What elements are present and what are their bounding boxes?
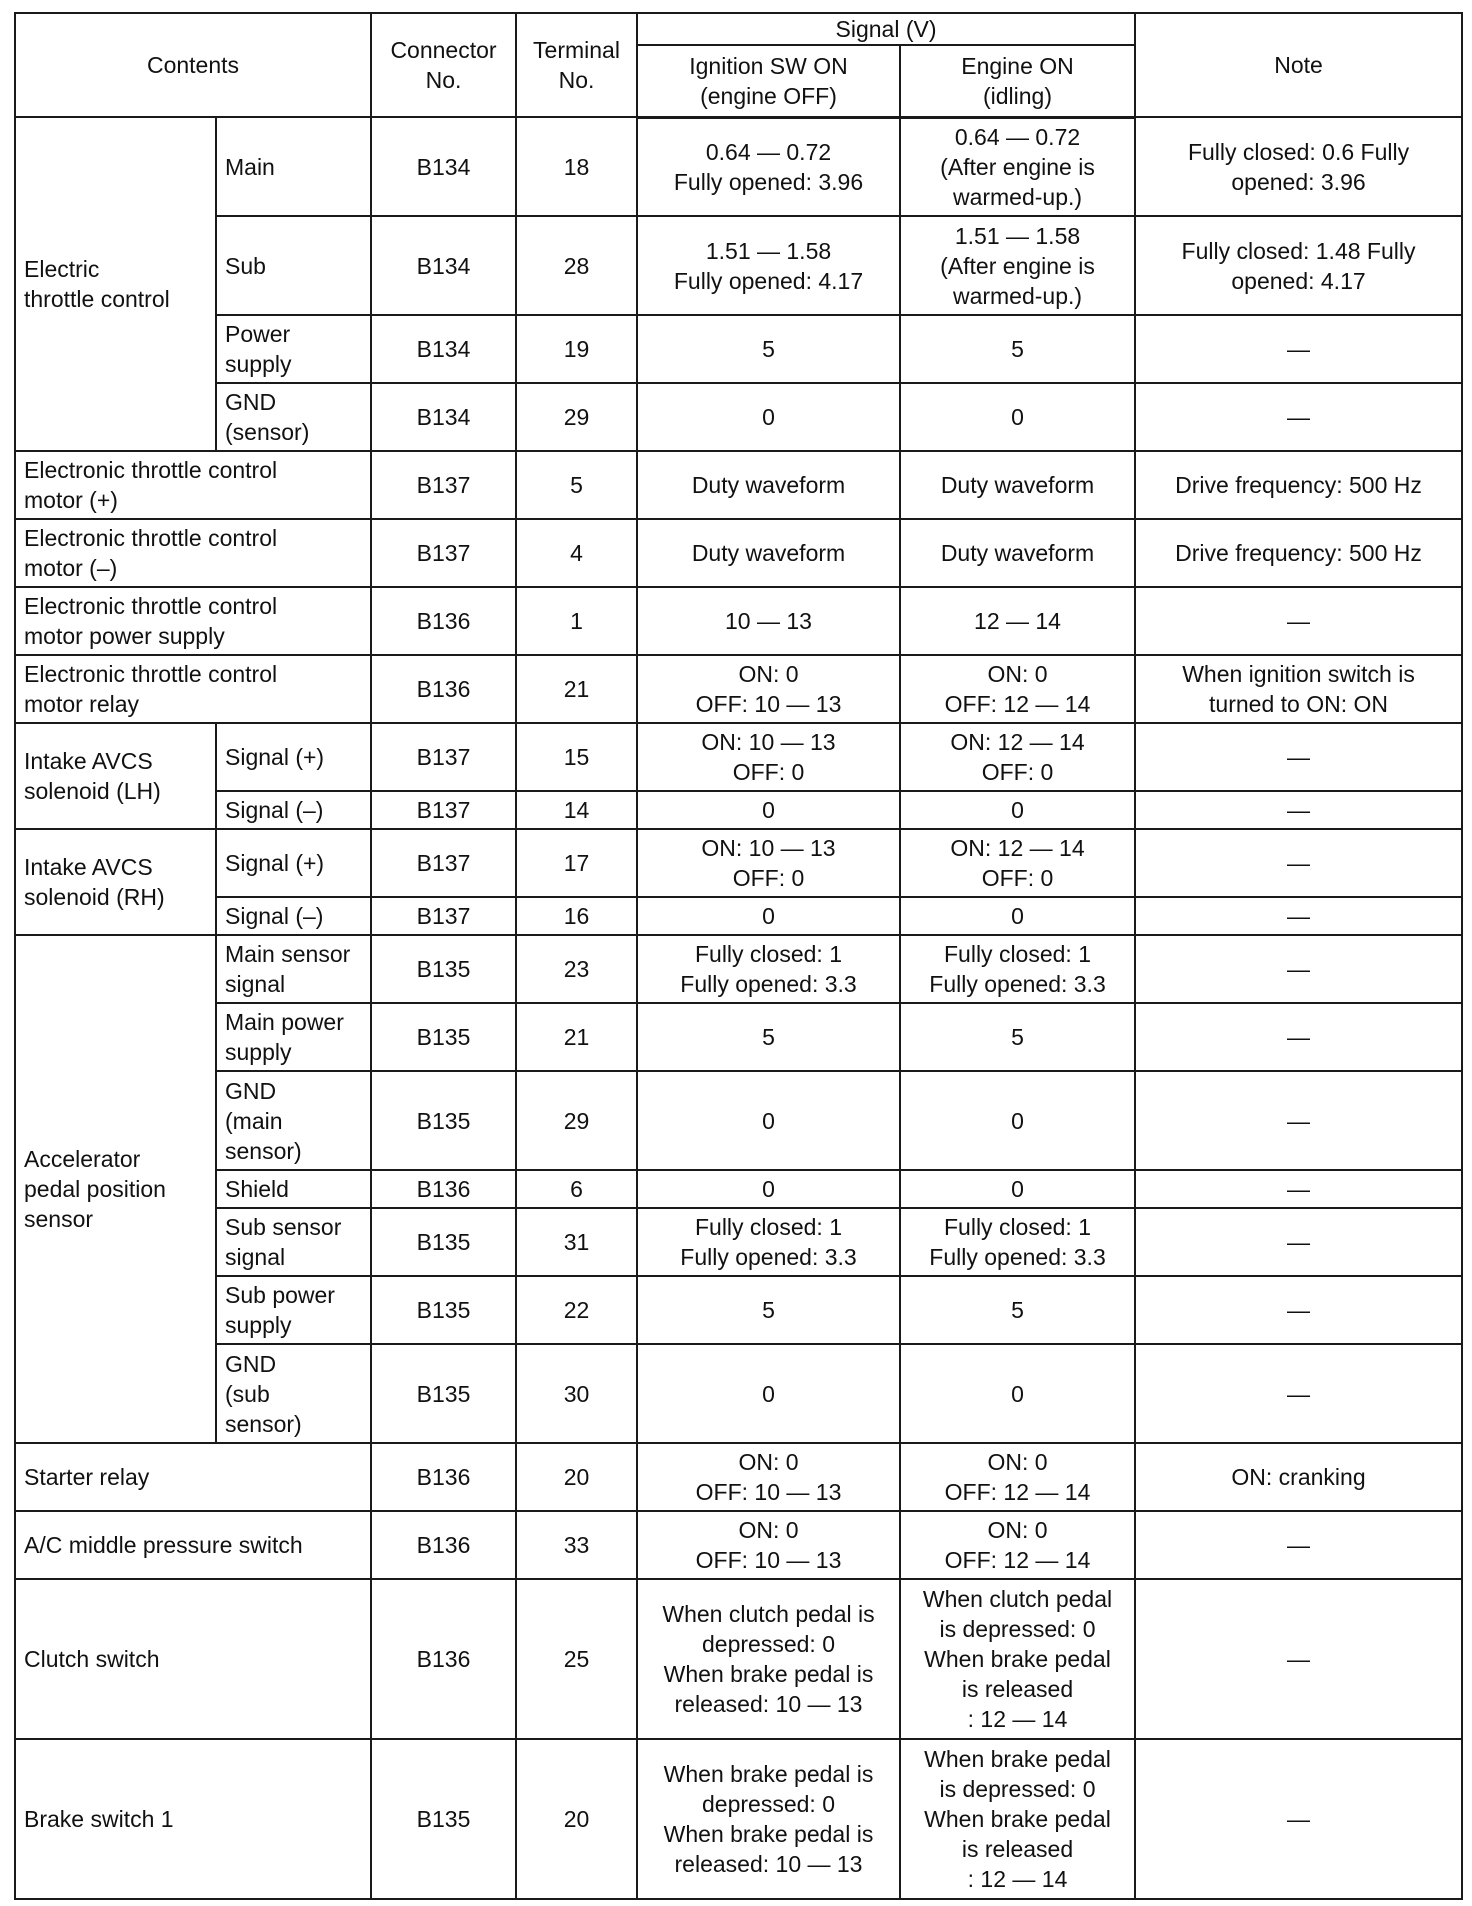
note-cell: —	[1135, 1579, 1462, 1739]
terminal-cell: 30	[516, 1344, 637, 1443]
engine-signal-cell: Fully closed: 1 Fully opened: 3.3	[900, 1208, 1135, 1276]
terminal-cell: 21	[516, 655, 637, 723]
table-row	[15, 935, 1462, 1003]
terminal-cell: 17	[516, 829, 637, 897]
note-cell: —	[1135, 791, 1462, 829]
connector-cell: B136	[371, 655, 516, 723]
connector-cell: B136	[371, 1443, 516, 1511]
note-cell: —	[1135, 935, 1462, 1003]
engine-signal-cell: ON: 12 — 14 OFF: 0	[900, 723, 1135, 791]
header-row-top	[15, 13, 1462, 45]
engine-signal-cell: 5	[900, 315, 1135, 383]
header-note: Note	[1135, 13, 1462, 117]
note-cell: Drive frequency: 500 Hz	[1135, 451, 1462, 519]
ignition-signal-cell: Duty waveform	[637, 451, 900, 519]
connector-cell: B137	[371, 829, 516, 897]
sub-label: Power supply	[216, 315, 371, 383]
engine-signal-cell: 0	[900, 791, 1135, 829]
table-row	[15, 897, 1462, 935]
connector-cell: B137	[371, 791, 516, 829]
engine-signal-cell: Duty waveform	[900, 519, 1135, 587]
sub-label: Sub sensor signal	[216, 1208, 371, 1276]
connector-cell: B136	[371, 1170, 516, 1208]
terminal-cell: 29	[516, 1071, 637, 1170]
note-cell: —	[1135, 1511, 1462, 1579]
terminal-cell: 4	[516, 519, 637, 587]
row-label: Clutch switch	[15, 1579, 371, 1739]
ignition-signal-cell: 5	[637, 1276, 900, 1344]
note-cell: —	[1135, 1739, 1462, 1899]
sub-label: Signal (–)	[216, 897, 371, 935]
header-signal: Signal (V)	[637, 13, 1135, 45]
engine-signal-cell: When clutch pedal is depressed: 0 When brake pedal is released : 12 — 14	[900, 1579, 1135, 1739]
group-label: Intake AVCS solenoid (RH)	[15, 829, 216, 935]
table-row	[15, 315, 1462, 383]
ignition-signal-cell: 1.51 — 1.58 Fully opened: 4.17	[637, 216, 900, 315]
table-row	[15, 1170, 1462, 1208]
ignition-signal-cell: 5	[637, 1003, 900, 1071]
engine-signal-cell: ON: 12 — 14 OFF: 0	[900, 829, 1135, 897]
connector-cell: B136	[371, 1579, 516, 1739]
table-row	[15, 655, 1462, 723]
header-contents: Contents	[15, 13, 371, 117]
connector-cell: B135	[371, 935, 516, 1003]
note-cell: —	[1135, 723, 1462, 791]
sub-label: Main	[216, 117, 371, 216]
note-cell: Fully closed: 0.6 Fully opened: 3.96	[1135, 117, 1462, 216]
terminal-cell: 28	[516, 216, 637, 315]
terminal-cell: 1	[516, 587, 637, 655]
ignition-signal-cell: ON: 10 — 13 OFF: 0	[637, 829, 900, 897]
terminal-cell: 5	[516, 451, 637, 519]
engine-signal-cell: 1.51 — 1.58 (After engine is warmed-up.)	[900, 216, 1135, 315]
ignition-signal-cell: 0	[637, 1170, 900, 1208]
ignition-signal-cell: ON: 0 OFF: 10 — 13	[637, 1511, 900, 1579]
connector-cell: B134	[371, 315, 516, 383]
ignition-signal-cell: ON: 0 OFF: 10 — 13	[637, 1443, 900, 1511]
table-row	[15, 829, 1462, 897]
row-label: Brake switch 1	[15, 1739, 371, 1899]
group-label: Electric throttle control	[15, 117, 216, 451]
table-row	[15, 723, 1462, 791]
row-label: Electronic throttle control motor relay	[15, 655, 371, 723]
note-cell: —	[1135, 897, 1462, 935]
ignition-signal-cell: When brake pedal is depressed: 0 When brake pedal is released: 10 — 13	[637, 1739, 900, 1899]
engine-signal-cell: 0	[900, 383, 1135, 451]
terminal-cell: 31	[516, 1208, 637, 1276]
ignition-signal-cell: Fully closed: 1 Fully opened: 3.3	[637, 935, 900, 1003]
ignition-signal-cell: 0	[637, 897, 900, 935]
ignition-signal-cell: 10 — 13	[637, 587, 900, 655]
ignition-signal-cell: 0	[637, 1071, 900, 1170]
terminal-cell: 6	[516, 1170, 637, 1208]
engine-signal-cell: 5	[900, 1276, 1135, 1344]
ignition-signal-cell: 0	[637, 791, 900, 829]
terminal-cell: 21	[516, 1003, 637, 1071]
connector-cell: B135	[371, 1071, 516, 1170]
table-row	[15, 1003, 1462, 1071]
engine-signal-cell: When brake pedal is depressed: 0 When brake pedal is released : 12 — 14	[900, 1739, 1135, 1899]
engine-signal-cell: 12 — 14	[900, 587, 1135, 655]
note-cell: —	[1135, 829, 1462, 897]
sub-label: Signal (+)	[216, 723, 371, 791]
row-label: Starter relay	[15, 1443, 371, 1511]
signal-table-document	[14, 12, 1463, 1900]
sub-label: GND (sensor)	[216, 383, 371, 451]
table-row	[15, 519, 1462, 587]
ignition-signal-cell: ON: 0 OFF: 10 — 13	[637, 655, 900, 723]
ecm-signal-table	[14, 12, 1463, 1900]
ignition-signal-cell: ON: 10 — 13 OFF: 0	[637, 723, 900, 791]
table-row	[15, 1579, 1462, 1739]
sub-label: GND (main sensor)	[216, 1071, 371, 1170]
table-row	[15, 1739, 1462, 1899]
engine-signal-cell: 0	[900, 1344, 1135, 1443]
note-cell: —	[1135, 383, 1462, 451]
note-cell: —	[1135, 1208, 1462, 1276]
terminal-cell: 15	[516, 723, 637, 791]
row-label: Electronic throttle control motor power supply	[15, 587, 371, 655]
engine-signal-cell: 0	[900, 1170, 1135, 1208]
engine-signal-cell: 0	[900, 897, 1135, 935]
ignition-signal-cell: Duty waveform	[637, 519, 900, 587]
engine-signal-cell: ON: 0 OFF: 12 — 14	[900, 1511, 1135, 1579]
note-cell: —	[1135, 587, 1462, 655]
row-label: Electronic throttle control motor (–)	[15, 519, 371, 587]
ignition-signal-cell: When clutch pedal is depressed: 0 When brake pedal is released: 10 — 13	[637, 1579, 900, 1739]
engine-signal-cell: ON: 0 OFF: 12 — 14	[900, 1443, 1135, 1511]
terminal-cell: 29	[516, 383, 637, 451]
header-connector-no: Connector No.	[371, 13, 516, 117]
connector-cell: B134	[371, 216, 516, 315]
connector-cell: B136	[371, 587, 516, 655]
table-row	[15, 1208, 1462, 1276]
connector-cell: B134	[371, 383, 516, 451]
note-cell: —	[1135, 1003, 1462, 1071]
group-label: Intake AVCS solenoid (LH)	[15, 723, 216, 829]
row-label: A/C middle pressure switch	[15, 1511, 371, 1579]
header-engine-on: Engine ON (idling)	[900, 45, 1135, 117]
engine-signal-cell: Duty waveform	[900, 451, 1135, 519]
connector-cell: B134	[371, 117, 516, 216]
note-cell: —	[1135, 1071, 1462, 1170]
note-cell: —	[1135, 1276, 1462, 1344]
table-row	[15, 383, 1462, 451]
terminal-cell: 20	[516, 1443, 637, 1511]
header-ignition-sw-on: Ignition SW ON (engine OFF)	[637, 45, 900, 117]
engine-signal-cell: 0.64 — 0.72 (After engine is warmed-up.)	[900, 117, 1135, 216]
header-terminal-no: Terminal No.	[516, 13, 637, 117]
engine-signal-cell: Fully closed: 1 Fully opened: 3.3	[900, 935, 1135, 1003]
note-cell: When ignition switch is turned to ON: ON	[1135, 655, 1462, 723]
engine-signal-cell: 0	[900, 1071, 1135, 1170]
ignition-signal-cell: Fully closed: 1 Fully opened: 3.3	[637, 1208, 900, 1276]
note-cell: —	[1135, 1170, 1462, 1208]
sub-label: Main power supply	[216, 1003, 371, 1071]
terminal-cell: 19	[516, 315, 637, 383]
table-row	[15, 791, 1462, 829]
row-label: Electronic throttle control motor (+)	[15, 451, 371, 519]
terminal-cell: 25	[516, 1579, 637, 1739]
sub-label: Signal (–)	[216, 791, 371, 829]
connector-cell: B135	[371, 1003, 516, 1071]
sub-label: GND (sub sensor)	[216, 1344, 371, 1443]
connector-cell: B137	[371, 723, 516, 791]
note-cell: Drive frequency: 500 Hz	[1135, 519, 1462, 587]
terminal-cell: 22	[516, 1276, 637, 1344]
table-row	[15, 117, 1462, 216]
note-cell: Fully closed: 1.48 Fully opened: 4.17	[1135, 216, 1462, 315]
table-row	[15, 1071, 1462, 1170]
ignition-signal-cell: 0	[637, 1344, 900, 1443]
connector-cell: B135	[371, 1344, 516, 1443]
connector-cell: B137	[371, 451, 516, 519]
terminal-cell: 14	[516, 791, 637, 829]
connector-cell: B135	[371, 1208, 516, 1276]
sub-label: Shield	[216, 1170, 371, 1208]
connector-cell: B136	[371, 1511, 516, 1579]
table-row	[15, 1443, 1462, 1511]
terminal-cell: 33	[516, 1511, 637, 1579]
sub-label: Main sensor signal	[216, 935, 371, 1003]
table-row	[15, 1276, 1462, 1344]
terminal-cell: 23	[516, 935, 637, 1003]
connector-cell: B135	[371, 1276, 516, 1344]
ignition-signal-cell: 5	[637, 315, 900, 383]
engine-signal-cell: 5	[900, 1003, 1135, 1071]
sub-label: Signal (+)	[216, 829, 371, 897]
terminal-cell: 16	[516, 897, 637, 935]
note-cell: —	[1135, 315, 1462, 383]
table-row	[15, 587, 1462, 655]
table-row	[15, 216, 1462, 315]
terminal-cell: 20	[516, 1739, 637, 1899]
ignition-signal-cell: 0.64 — 0.72 Fully opened: 3.96	[637, 117, 900, 216]
note-cell: ON: cranking	[1135, 1443, 1462, 1511]
ignition-signal-cell: 0	[637, 383, 900, 451]
group-label: Accelerator pedal position sensor	[15, 935, 216, 1443]
sub-label: Sub power supply	[216, 1276, 371, 1344]
table-row	[15, 1511, 1462, 1579]
table-row	[15, 1344, 1462, 1443]
note-cell: —	[1135, 1344, 1462, 1443]
connector-cell: B137	[371, 897, 516, 935]
sub-label: Sub	[216, 216, 371, 315]
engine-signal-cell: ON: 0 OFF: 12 — 14	[900, 655, 1135, 723]
connector-cell: B137	[371, 519, 516, 587]
connector-cell: B135	[371, 1739, 516, 1899]
table-row	[15, 451, 1462, 519]
terminal-cell: 18	[516, 117, 637, 216]
